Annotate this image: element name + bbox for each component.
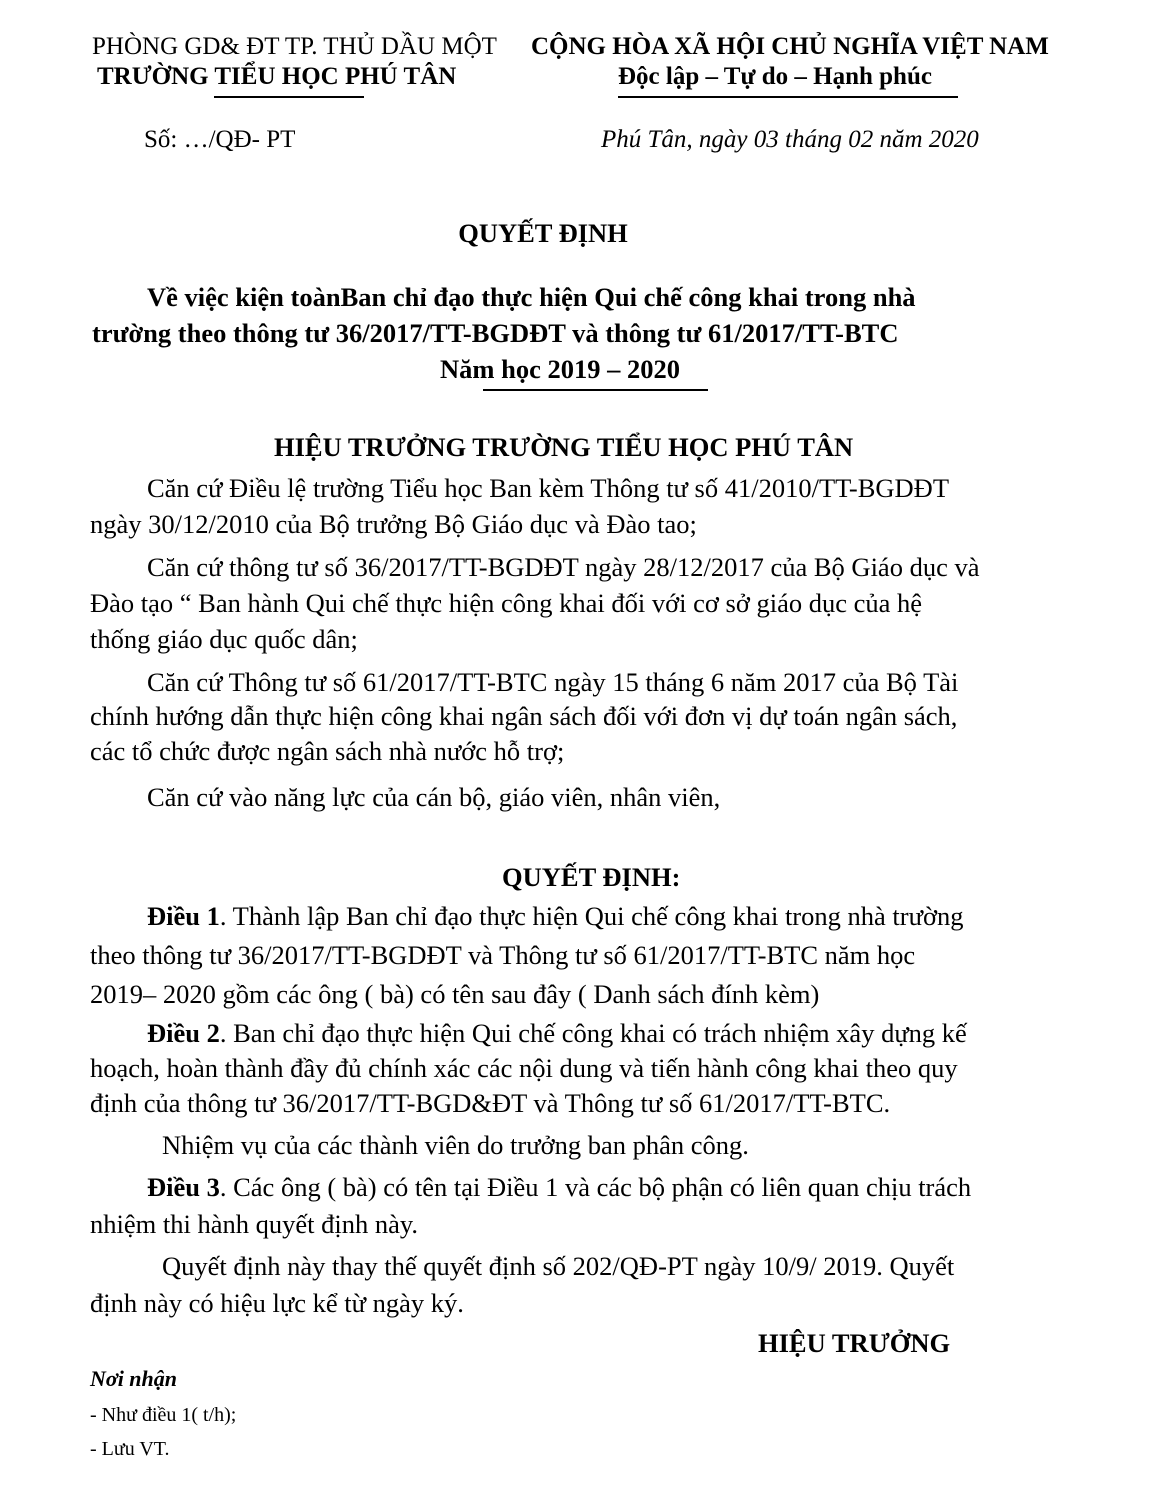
basis-1-line-1: Căn cứ Điều lệ trường Tiểu học Ban kèm Thông tư số 41/2010/TT-BGDĐT	[147, 473, 950, 503]
replacement-line-1: Quyết định này thay thế quyết định số 202/QĐ-PT ngày 10/9/ 2019. Quyết	[162, 1251, 955, 1281]
document-number: Số: …/QĐ- PT	[144, 126, 296, 153]
article-2-label: Điều 2	[147, 1018, 220, 1048]
recipient-item: - Lưu VT.	[90, 1438, 170, 1460]
article-1-line-3: 2019– 2020 gồm các ông ( bà) có tên sau đây ( Danh sách đính kèm)	[90, 979, 820, 1009]
school-name-underline	[214, 96, 364, 98]
recipient-item: - Như điều 1( t/h);	[90, 1404, 237, 1426]
department-name: PHÒNG GD& ĐT TP. THỦ DẦU MỘT	[92, 33, 497, 60]
subject-underline	[483, 389, 708, 391]
article-1-label: Điều 1	[147, 901, 220, 931]
article-2-line-3: định của thông tư 36/2017/TT-BGD&ĐT và Thông tư số 61/2017/TT-BTC.	[90, 1088, 891, 1118]
article-3-line-2: nhiệm thi hành quyết định này.	[90, 1209, 419, 1239]
basis-4-line-1: Căn cứ vào năng lực của cán bộ, giáo viên, nhân viên,	[147, 782, 721, 812]
article-1-line-1	[147, 901, 963, 932]
replacement-line-2: định này có hiệu lực kể từ ngày ký.	[90, 1288, 464, 1318]
article-2-line-1	[147, 1018, 967, 1049]
article-1-line-2: theo thông tư 36/2017/TT-BGDĐT và Thông tư số 61/2017/TT-BTC năm học	[90, 940, 916, 970]
motto: Độc lập – Tự do – Hạnh phúc	[618, 63, 932, 90]
motto-underline	[618, 96, 958, 98]
basis-2-line-3: thống giáo dục quốc dân;	[90, 624, 358, 654]
school-name: TRƯỜNG TIỂU HỌC PHÚ TÂN	[97, 63, 457, 90]
article-2-note: Nhiệm vụ của các thành viên do trưởng ban phân công.	[162, 1130, 749, 1160]
basis-3-line-1: Căn cứ Thông tư số 61/2017/TT-BTC ngày 15 tháng 6 năm 2017 của Bộ Tài	[147, 667, 959, 697]
basis-2-line-1: Căn cứ thông tư số 36/2017/TT-BGDĐT ngày 28/12/2017 của Bộ Giáo dục và	[147, 552, 980, 582]
place-date: Phú Tân, ngày 03 tháng 02 năm 2020	[601, 126, 979, 153]
subject-line-1: Về việc kiện toànBan chỉ đạo thực hiện Qui chế công khai trong nhà	[147, 282, 916, 312]
article-3-text-1: . Các ông ( bà) có tên tại Điều 1 và các bộ phận có liên quan chịu trách	[219, 1172, 972, 1202]
document-title: QUYẾT ĐỊNH	[458, 218, 628, 248]
subject-line-3: Năm học 2019 – 2020	[440, 354, 680, 384]
decision-heading: QUYẾT ĐỊNH:	[502, 862, 681, 892]
republic-name: CỘNG HÒA XÃ HỘI CHỦ NGHĨA VIỆT NAM	[531, 33, 1049, 60]
signer-title: HIỆU TRƯỞNG	[758, 1328, 951, 1358]
recipients-label: Nơi nhận	[90, 1366, 178, 1391]
article-3-label: Điều 3	[147, 1172, 220, 1202]
authority-heading: HIỆU TRƯỞNG TRƯỜNG TIỂU HỌC PHÚ TÂN	[274, 432, 854, 462]
article-1-text-1: . Thành lập Ban chỉ đạo thực hiện Qui chế công khai trong nhà trường	[219, 901, 964, 931]
article-2-line-2: hoạch, hoàn thành đầy đủ chính xác các nội dung và tiến hành công khai theo quy	[90, 1053, 958, 1083]
article-2-text-1: . Ban chỉ đạo thực hiện Qui chế công khai có trách nhiệm xây dựng kế	[219, 1018, 967, 1048]
article-3-line-1	[147, 1172, 971, 1203]
basis-1-line-2: ngày 30/12/2010 của Bộ trưởng Bộ Giáo dục và Đào tao;	[90, 509, 697, 539]
basis-3-line-2: chính hướng dẫn thực hiện công khai ngân sách đối với đơn vị dự toán ngân sách,	[90, 701, 958, 731]
basis-2-line-2: Đào tạo “ Ban hành Qui chế thực hiện công khai đối với cơ sở giáo dục của hệ	[90, 588, 923, 618]
basis-3-line-3: các tổ chức được ngân sách nhà nước hỗ trợ;	[90, 736, 565, 766]
subject-line-2: trường theo thông tư 36/2017/TT-BGDĐT và thông tư 61/2017/TT-BTC	[92, 318, 899, 348]
